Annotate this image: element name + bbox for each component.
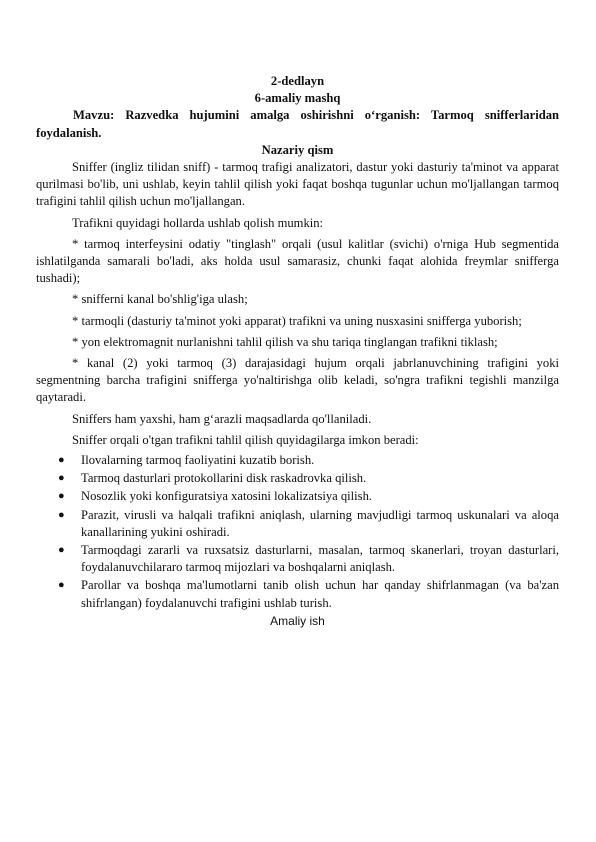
list-item bbox=[36, 542, 559, 576]
paragraph-method-emission: * yon elektromagnit nurlanishni tahlil qilish va shu tariqa tinglangan trafikni tiklash; bbox=[72, 334, 498, 349]
list-item-text: Parollar va boshqa ma'lumotlarni tanib olish uchun har qanday shifrlanmagan (va ba'zan shifrlangan) foydalanuvchi trafigini ushlab turish. bbox=[81, 578, 559, 610]
practical-work-heading: Amaliy ish bbox=[270, 613, 325, 628]
list-item bbox=[36, 577, 559, 611]
list-item bbox=[36, 488, 559, 505]
bullet-icon: ● bbox=[58, 490, 65, 503]
list-item-text: Tarmoq dasturlari protokollarini disk raskadrovka qilish. bbox=[81, 471, 367, 486]
bullet-icon: ● bbox=[58, 544, 65, 557]
paragraph-definition: Sniffer (ingliz tilidan sniff) - tarmoq trafigi analizatori, dastur yoki dasturiy ta'minot va apparat qurilmasi bo'lib, uni ushlab, keyin tahlil qilish yoki faqat boshqa tugunlar uchun mo'ljallangan tarmoq trafigini tahlil qilish uchun mo'ljallangan. bbox=[36, 160, 559, 209]
paragraph-method-attack: * kanal (2) yoki tarmoq (3) darajasidagi hujum orqali jabrlanuvchining trafigini yoki segmentning barcha trafigini snifferga yo'naltirishga olib keladi, so'ngra trafikni tegishli manzilga qaytaradi. bbox=[36, 356, 559, 405]
list-item bbox=[36, 470, 559, 487]
list-item-text: Parazit, virusli va halqali trafikni aniqlash, ularning mavjudligi tarmoq uskunalari va aloqa kanallarining yukini oshiradi. bbox=[81, 507, 559, 539]
paragraph-intercept-intro: Trafikni quyidagi hollarda ushlab qolish mumkin: bbox=[72, 215, 324, 230]
bullet-icon: ● bbox=[58, 472, 65, 485]
bullet-icon: ● bbox=[58, 508, 65, 521]
paragraph-usage: Sniffers ham yaxshi, ham g‘arazli maqsadlarda qo'llaniladi. bbox=[72, 411, 372, 426]
paragraph-method-channel: * snifferni kanal bo'shlig'iga ulash; bbox=[72, 292, 248, 307]
list-item-text: Nosozlik yoki konfiguratsiya xatosini lokalizatsiya qilish. bbox=[81, 489, 373, 504]
section-heading: Nazariy qism bbox=[261, 142, 334, 157]
capabilities-list bbox=[36, 452, 559, 612]
paragraph-analysis-intro: Sniffer orqali o'tgan trafikni tahlil qilish quyidagilarga imkon beradi: bbox=[72, 432, 419, 447]
lesson-heading: 6-amaliy mashq bbox=[254, 91, 341, 106]
topic-heading: Mavzu: Razvedka hujumini amalga oshirishni o‘rganish: Tarmoq snifferlaridan foydalanish. bbox=[36, 108, 559, 140]
bullet-icon: ● bbox=[58, 454, 65, 467]
list-item bbox=[36, 452, 559, 469]
document-body bbox=[36, 73, 559, 629]
bullet-icon: ● bbox=[58, 579, 65, 592]
paragraph-method-forward: * tarmoqli (dasturiy ta'minot yoki apparat) trafikni va uning nusxasini snifferga yuborish; bbox=[72, 313, 522, 328]
deadline-heading: 2-dedlayn bbox=[270, 74, 325, 88]
list-item-text: Tarmoqdagi zararli va ruxsatsiz dasturlarni, masalan, tarmoq skanerlari, troyan dasturlari, foydalanuvchilararo tarmoq mijozlari va boshqalarni aniqlash. bbox=[81, 543, 559, 575]
paragraph-method-listen: * tarmoq interfeysini odatiy "tinglash" orqali (usul kalitlar (svichi) o'rniga Hub segmentida ishlatilganda samarali bo'ladi, aks holda usul samarasiz, chunki faqat alohida freymlar snifferga tushadi); bbox=[36, 236, 559, 286]
list-item bbox=[36, 507, 559, 541]
list-item-text: Ilovalarning tarmoq faoliyatini kuzatib borish. bbox=[81, 453, 315, 468]
